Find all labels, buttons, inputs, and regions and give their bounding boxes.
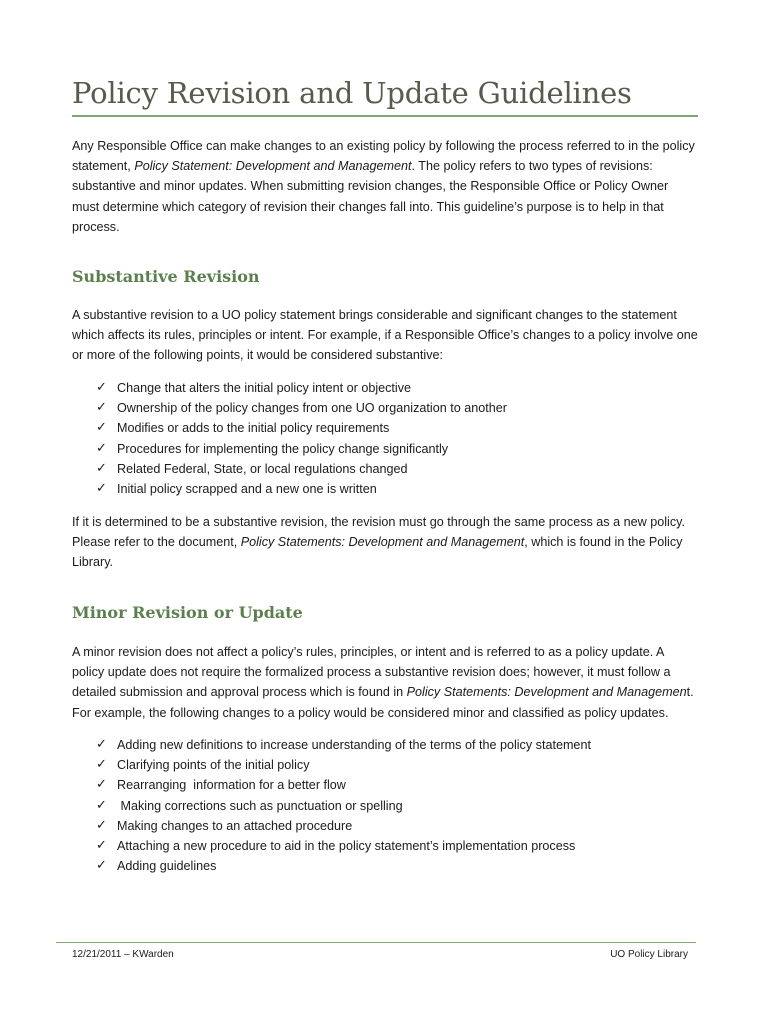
substantive-criteria-item-text: Ownership of the policy changes from one UO organization to another — [117, 401, 507, 416]
minor-criteria-item — [72, 775, 698, 795]
substantive-criteria-item-text: Initial policy scrapped and a new one is written — [117, 481, 377, 496]
minor-description — [72, 642, 698, 723]
checkmark-icon: ✓ — [96, 400, 107, 416]
minor-criteria-item — [72, 796, 698, 816]
intro-document-reference: Policy Statement: Development and Management — [134, 159, 412, 174]
checkmark-icon: ✓ — [96, 460, 107, 476]
substantive-description: A substantive revision to a UO policy statement brings considerable and significant changes to the statement which affects its rules, principles or intent. For example, if a Responsible Office’s changes to a policy involve one or more of the following points, it would be considered substantive: — [72, 308, 698, 363]
substantive-criteria-item-text: Change that alters the initial policy intent or objective — [117, 381, 412, 395]
substantive-criteria-item-text: Related Federal, State, or local regulations changed — [117, 461, 408, 476]
conclusion-document-reference: Policy Statements: Development and Management — [240, 535, 525, 550]
minor-text-2: t. For example, the following changes to a policy would be considered minor and classified as policy updates. — [72, 685, 694, 720]
intro-paragraph — [72, 136, 698, 237]
minor-criteria-item-text: Making corrections such as punctuation or spelling — [117, 798, 403, 813]
substantive-criteria-item — [72, 439, 698, 459]
checkmark-icon: ✓ — [96, 858, 107, 874]
checkmark-icon: ✓ — [96, 420, 107, 436]
checkmark-icon: ✓ — [96, 380, 107, 395]
checkmark-icon: ✓ — [96, 480, 107, 496]
page-title: Policy Revision and Update Guidelines — [72, 76, 632, 110]
intro-text-1: Any Responsible Office can make changes to an existing policy by following the process referred to in the policy statement, — [72, 139, 695, 174]
checkmark-icon: ✓ — [96, 757, 107, 773]
minor-criteria-item-text: Rearranging information for a better flow — [117, 778, 346, 793]
footer-divider — [56, 942, 696, 943]
document-page — [72, 0, 698, 1024]
minor-checklist — [72, 735, 698, 876]
minor-criteria-item-text: Attaching a new procedure to aid in the policy statement’s implementation process — [117, 838, 576, 853]
footer-date-author: 12/21/2011 – KWarden — [72, 949, 174, 960]
minor-document-reference: Policy Statements: Development and Managemen — [406, 685, 687, 700]
minor-criteria-item — [72, 836, 698, 856]
substantive-criteria-item — [72, 398, 698, 418]
conclusion-text-1: If it is determined to be a substantive revision, the revision must go through the same process as a new policy. Please refer to the document, — [72, 515, 685, 550]
checkmark-icon: ✓ — [96, 440, 107, 456]
footer-library-name: UO Policy Library — [610, 949, 688, 960]
minor-text-1: A minor revision does not affect a policy’s rules, principles, or intent and is referred to as a policy update. A policy update does not require the formalized process a substantive revision does; however, it must follow a detailed submission and approval process which is found in — [72, 645, 671, 700]
substantive-criteria-item — [72, 418, 698, 438]
substantive-criteria-item-text: Procedures for implementing the policy change significantly — [117, 441, 449, 456]
checkmark-icon: ✓ — [96, 817, 107, 833]
substantive-criteria-item — [72, 479, 698, 499]
substantive-conclusion — [72, 512, 698, 573]
minor-criteria-item-text: Adding new definitions to increase understanding of the terms of the policy statement — [117, 738, 591, 752]
substantive-criteria-item — [72, 378, 698, 398]
checkmark-icon: ✓ — [96, 777, 107, 793]
conclusion-text-2: , which is found in the Policy Library. — [72, 535, 683, 570]
checkmark-icon: ✓ — [96, 837, 107, 853]
minor-criteria-item-text: Making changes to an attached procedure — [117, 818, 353, 833]
checkmark-icon: ✓ — [96, 737, 107, 752]
minor-criteria-item — [72, 856, 698, 876]
minor-criteria-item — [72, 755, 698, 775]
minor-criteria-item-text: Adding guidelines — [117, 859, 217, 874]
substantive-checklist — [72, 378, 698, 499]
substantive-criteria-item-text: Modifies or adds to the initial policy requirements — [117, 421, 390, 436]
title-divider — [72, 115, 698, 117]
intro-text-2: . The policy refers to two types of revisions: substantive and minor updates. When submitting revision changes, the Responsible Office or Policy Owner must determine which category of revision their changes fall into. This guideline’s purpose is to help in that process. — [72, 159, 669, 234]
checkmark-icon: ✓ — [96, 797, 107, 813]
minor-revision-heading: Minor Revision or Update — [72, 603, 303, 622]
substantive-revision-heading: Substantive Revision — [72, 267, 260, 286]
minor-criteria-item — [72, 816, 698, 836]
minor-criteria-item — [72, 735, 698, 755]
substantive-criteria-item — [72, 459, 698, 479]
minor-criteria-item-text: Clarifying points of the initial policy — [117, 758, 310, 773]
